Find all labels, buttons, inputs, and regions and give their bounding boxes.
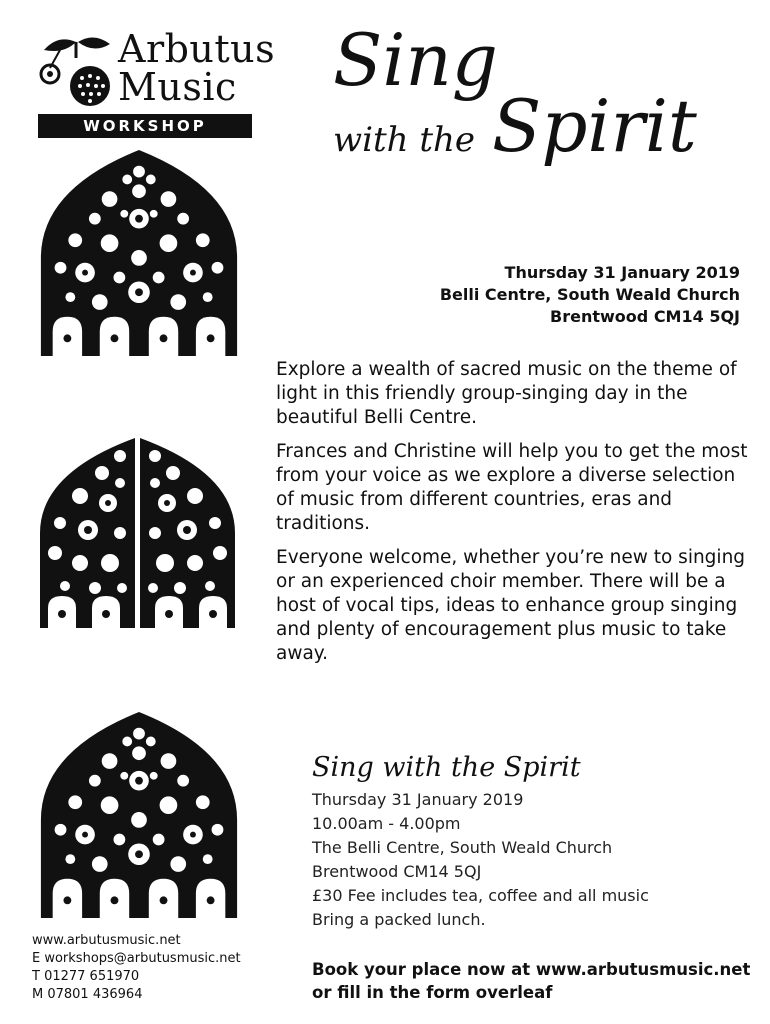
description-paragraph-3: Everyone welcome, whether you’re new to singing or an experienced choir member. There will be a host of vocal tips, ideas to enhance group singing and plenty of encouragement plus music to take away.: [276, 547, 746, 664]
event-date: Thursday 31 January 2019: [504, 263, 740, 282]
logo-line-2: Music: [118, 65, 237, 109]
booking-line-2: or fill in the form overleaf: [312, 983, 553, 1002]
summary-details: [312, 788, 649, 932]
logo-workshop-bar: WORKSHOP: [38, 114, 252, 138]
summary-line: Thursday 31 January 2019: [312, 790, 524, 809]
title-with-the: with the: [333, 120, 476, 160]
booking-line-1: Book your place now at www.arbutusmusic.net: [312, 960, 751, 979]
contact-email: E workshops@arbutusmusic.net: [32, 951, 241, 966]
logo-wordmark: [118, 27, 276, 109]
arbutus-berry-icon: [36, 28, 116, 108]
title-spirit: Spirit: [492, 84, 697, 168]
stained-glass-window-right-half: [140, 438, 235, 628]
contact-mobile: M 07801 436964: [32, 987, 143, 1002]
summary-line: Brentwood CM14 5QJ: [312, 862, 482, 881]
contact-details: [32, 932, 241, 1004]
summary-line: The Belli Centre, South Weald Church: [312, 838, 613, 857]
summary-line: 10.00am - 4.00pm: [312, 814, 461, 833]
logo-line-1: Arbutus: [118, 27, 276, 71]
contact-website: www.arbutusmusic.net: [32, 933, 181, 948]
title-sing: Sing: [333, 18, 498, 102]
stained-glass-window-image-top: [38, 150, 240, 356]
event-town: Brentwood CM14 5QJ: [550, 307, 740, 326]
description-paragraph-2: Frances and Christine will help you to get the most from your voice as we explore a diverse selection of music from different countries, eras and traditions.: [276, 441, 748, 534]
arbutus-logo: [36, 27, 276, 140]
stained-glass-window-left-half: [40, 438, 135, 628]
stained-glass-window-image-bottom: [38, 712, 240, 918]
description: [276, 358, 756, 676]
event-venue: Belli Centre, South Weald Church: [439, 285, 740, 304]
description-paragraph-1: Explore a wealth of sacred music on the theme of light in this friendly group-singing day in the beautiful Belli Centre.: [276, 359, 737, 428]
contact-telephone: T 01277 651970: [32, 969, 140, 984]
booking-call-to-action: [312, 958, 750, 1004]
summary-title: Sing with the Spirit: [312, 752, 581, 783]
summary-line: Bring a packed lunch.: [312, 910, 486, 929]
event-details-header: [440, 262, 740, 328]
summary-line: £30 Fee includes tea, coffee and all music: [312, 886, 649, 905]
